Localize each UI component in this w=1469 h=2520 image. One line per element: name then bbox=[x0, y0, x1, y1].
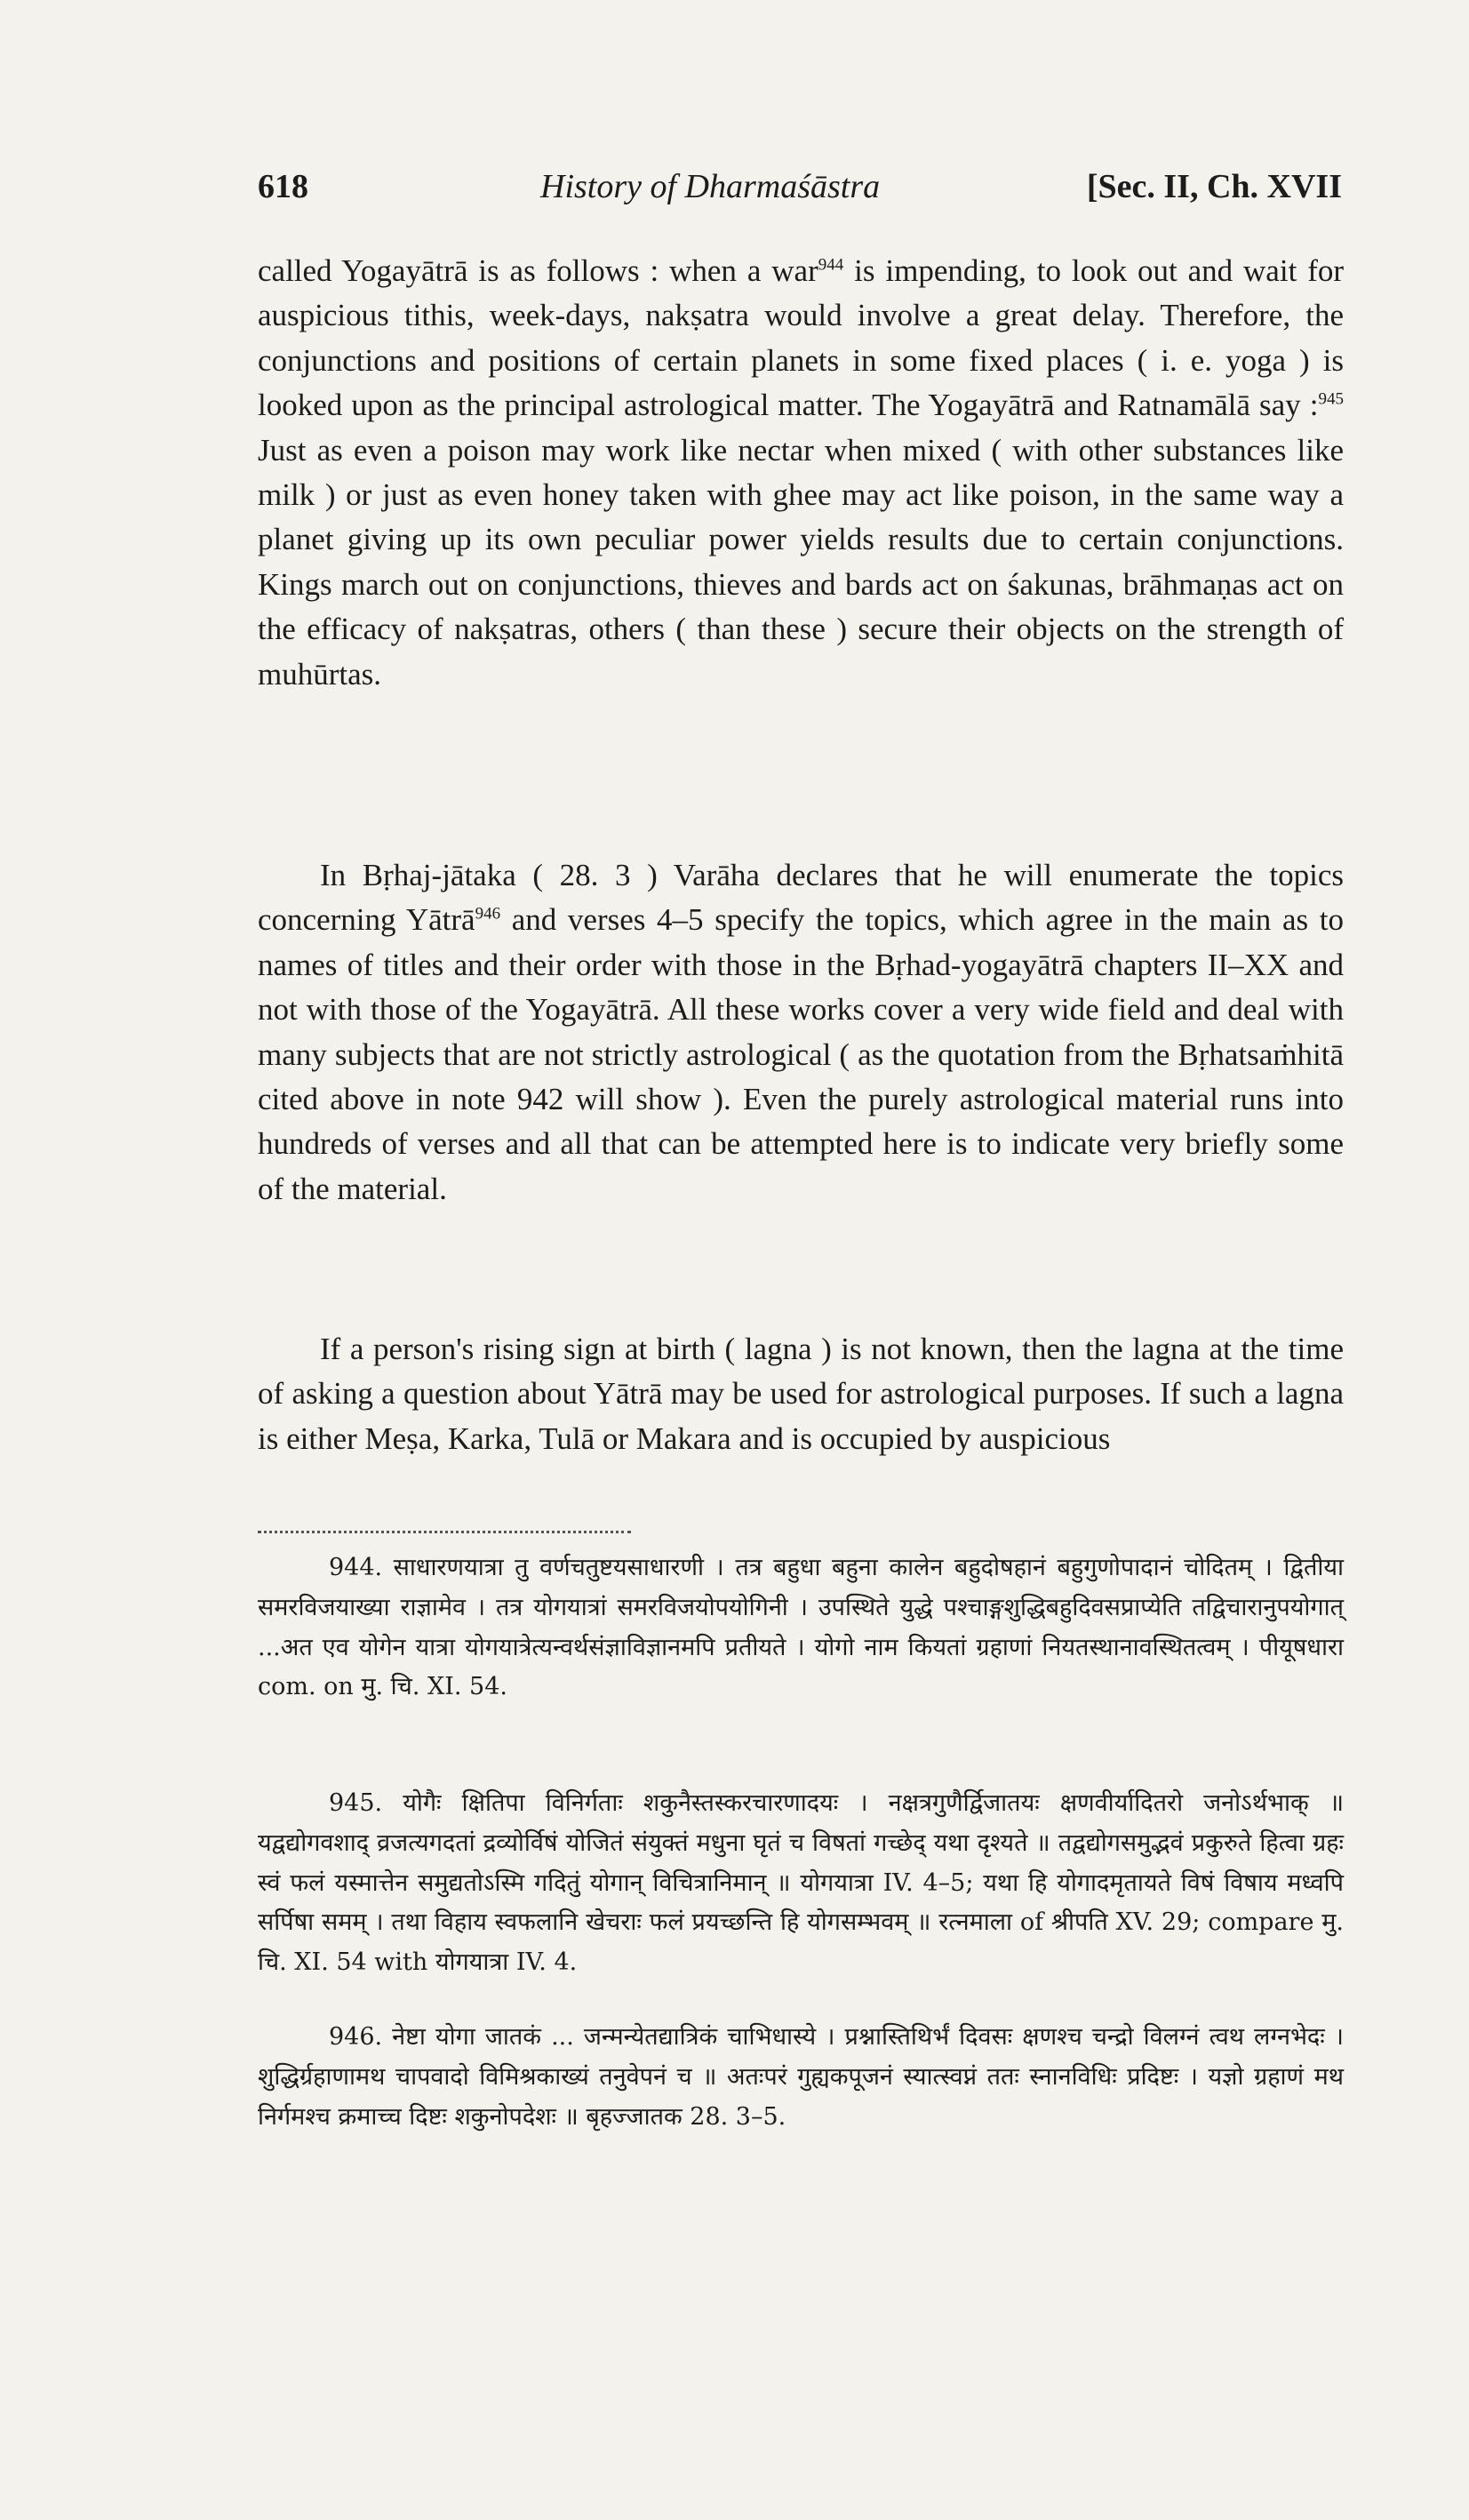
footnote-ref-945: 945 bbox=[1318, 389, 1344, 409]
paragraph-text bbox=[258, 853, 1344, 1212]
running-title: History of Dharmaśāstra bbox=[540, 168, 881, 205]
text-run: is impending, to look out and wait for auspicious tithis, week-days, nakṣatra would involve a great delay. Therefore, the conjunctions and positions of certain planets in some fixed places ( i. e. yoga ) is looked upon as the principal astrological matter. The Yogayātrā and Ratnamālā say : bbox=[258, 253, 1344, 423]
footnote-945 bbox=[258, 1784, 1344, 1983]
paragraph-brhajjataka bbox=[258, 853, 1344, 1212]
footnote-946 bbox=[258, 2018, 1344, 2137]
footnote-text: 944. साधारणयात्रा तु वर्णचतुष्टयसाधारणी । तत्र बहुधा बहुना कालेन बहुदोषहानं बहुगुणोपादानं चोदितम् । द्वितीया समरविजयाख्या राज्ञामेव । तत्र योगयात्रां समरविजयोपयोगिनी । उपस्थिते युद्धे पश्चाङ्गशुद्धिबहुदिवसप्राप्येति तद्विचारानुपयोगात् ...अत एव योगेन यात्रा योगयात्रेत्यन्वर्थसंज्ञाविज्ञानमपि प्रतीयते । योगो नाम कियतां ग्रहाणां नियतस्थानावस्थितत्वम् । पीयूषधारा com. on मु. चि. XI. 54. bbox=[258, 1554, 1344, 1701]
text-run: In Bṛhaj-jātaka ( 28. 3 ) Varāha declares that he will enumerate the topics concerning Yātrā bbox=[258, 858, 1344, 938]
text-run: Just as even a poison may work like nectar when mixed ( with other substances like milk ) or just as even honey taken with ghee may act like poison, in the same way a planet giving up its own peculiar power yields results due to certain conjunctions. Kings march out on conjunctions, thieves and bards act on śakunas, brāhmaṇas act on the efficacy of nakṣatras, others ( than these ) secure their objects on the strength of muhūrtas. bbox=[258, 432, 1344, 692]
footnote-944 bbox=[258, 1548, 1344, 1708]
section-chapter-label: [Sec. II, Ch. XVII bbox=[1086, 168, 1342, 205]
running-header bbox=[258, 167, 1342, 220]
footnote-ref-944: 944 bbox=[818, 255, 844, 275]
page-number: 618 bbox=[258, 168, 308, 205]
paragraph-text bbox=[258, 249, 1344, 697]
paragraph-lagna bbox=[258, 1327, 1344, 1461]
footnote-separator bbox=[258, 1531, 631, 1533]
text-run: and verses 4–5 specify the topics, which agree in the main as to names of titles and their order with those in the Bṛhad-yogayātrā chapters II–XX and not with those of the Yogayātrā. All these works cover a very wide field and deal with many subjects that are not strictly astrological ( as the quotation from the Bṛhatsaṁhitā cited above in note 942 will show ). Even the purely astrological material runs into hundreds of verses and all that can be attempted here is to indicate very briefly some of the material. bbox=[258, 902, 1344, 1206]
paragraph-yogayatra bbox=[258, 249, 1344, 697]
paragraph-text: If a person's rising sign at birth ( lagna ) is not known, then the lagna at the time of asking a question about Yātrā may be used for astrological purposes. If such a lagna is either Meṣa, Karka, Tulā or Makara and is occupied by auspicious bbox=[258, 1332, 1344, 1456]
footnote-ref-946: 946 bbox=[475, 904, 501, 924]
footnote-text: 946. नेष्टा योगा जातकं ... जन्मन्येतद्यात्रिकं चाभिधास्ये । प्रश्नास्तिथिर्भं दिवसः क्षणश्च चन्द्रो विलग्नं त्वथ लग्नभेदः । शुद्धिर्ग्रहाणामथ चापवादो विमिश्रकाख्यं तनुवेपनं च ॥ अतःपरं गुह्यकपूजनं स्यात्स्वप्नं ततः स्नानविधिः प्रदिष्टः । यज्ञो ग्रहाणं मथ निर्गमश्च क्रमाच्च दिष्टः शकुनोपदेशः ॥ बृहज्जातक 28. 3–5. bbox=[258, 2023, 1344, 2131]
footnote-text: 945. योगैः क्षितिपा विनिर्गताः शकुनैस्तस्करचारणादयः । नक्षत्रगुणैर्द्विजातयः क्षणवीर्यादितरो जनोऽर्थभाक् ॥ यद्वद्योगवशाद् व्रजत्यगदतां द्रव्योर्विषं योजितं संयुक्तं मधुना घृतं च विषतां गच्छेद् यथा दृश्यते ॥ तद्वद्योगसमुद्भवं प्रकुरुते हित्वा ग्रहः स्वं फलं यस्मात्तेन समुद्यतोऽस्मि गदितुं योगान् विचित्रानिमान् ॥ योगयात्रा IV. 4–5; यथा हि योगादमृतायते विषं विषाय मध्वपि सर्पिषा समम् । तथा विहाय स्वफलानि खेचराः फलं प्रयच्छन्ति हि योगसम्भवम् ॥ रत्नमाला of श्रीपति XV. 29; compare मु. चि. XI. 54 with योगयात्रा IV. 4. bbox=[258, 1789, 1344, 1977]
text-run: called Yogayātrā is as follows : when a war bbox=[258, 253, 818, 288]
